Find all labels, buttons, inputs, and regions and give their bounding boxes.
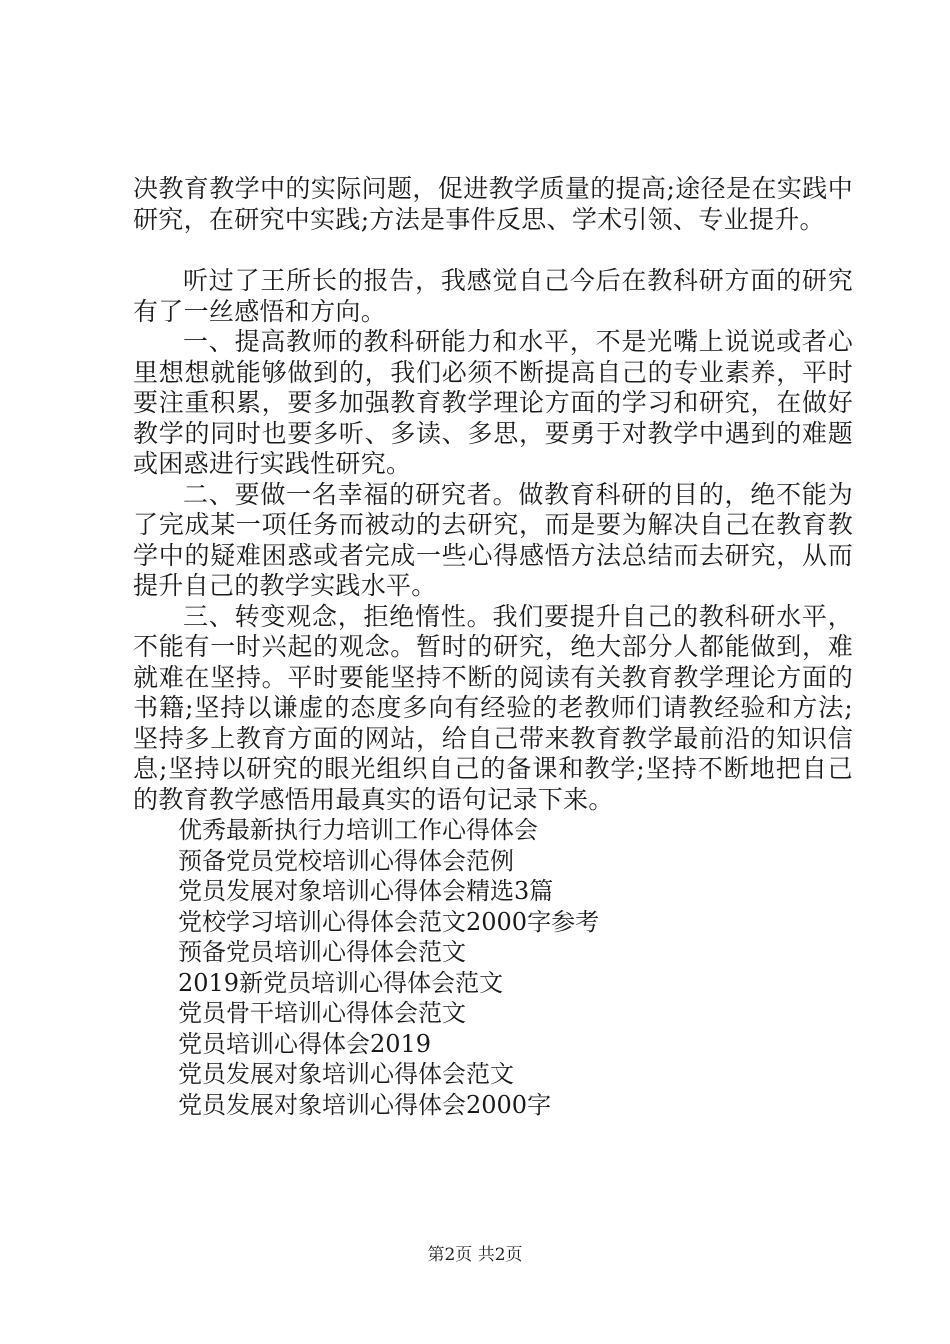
related-article-link[interactable]: 党员骨干培训心得体会范文: [178, 999, 466, 1027]
related-article-link[interactable]: 预备党员培训心得体会范文: [178, 938, 466, 966]
paragraph-point-three: 三、转变观念，拒绝惰性。我们要提升自己的教科研水平，不能有一时兴起的观念。暂时的研究，绝大部分人都能做到，难就难在坚持。平时要能坚持不断的阅读有关教育教学理论方面的书籍;坚持以谦虚的态度多向有经验的老教师们请教经验和方法;坚持多上教育方面的网站，给自己带来教育教学最前沿的知识信息;坚持以研究的眼光组织自己的备课和教学;坚持不断地把自己的教育教学感悟用最真实的语句记录下来。: [133, 601, 853, 814]
related-article-link[interactable]: 党员发展对象培训心得体会2000字: [178, 1090, 552, 1119]
related-article-link[interactable]: 党员发展对象培训心得体会精选3篇: [178, 877, 554, 905]
paragraph-point-one: 一、提高教师的教科研能力和水平，不是光嘴上说说或者心里想想就能够做到的，我们必须不断提高自己的专业素养，平时要注重积累，要多加强教育教学理论方面的学习和研究，在做好教学的同时也要多听、多读、多思，要勇于对教学中遇到的难题或困惑进行实践性研究。: [133, 327, 853, 478]
paragraph-continuation: 决教育教学中的实际问题，促进教学质量的提高;途径是在实践中研究，在研究中实践;方法是事件反思、学术引领、专业提升。: [133, 174, 854, 234]
related-article-link[interactable]: 党员发展对象培训心得体会范文: [178, 1060, 514, 1088]
related-article-link[interactable]: 优秀最新执行力培训工作心得体会: [178, 816, 538, 844]
page-number-footer: 第2页 共2页: [427, 1245, 523, 1265]
paragraph-intro: 听过了王所长的报告，我感觉自己今后在教科研方面的研究有了一丝感悟和方向。: [133, 266, 853, 326]
related-article-link[interactable]: 党校学习培训心得体会范文2000字参考: [178, 907, 600, 936]
paragraph-point-two: 二、要做一名幸福的研究者。做教育科研的目的，绝不能为了完成某一项任务而被动的去研究，而是要为解决自己在教育教学中的疑难困惑或者完成一些心得感悟方法总结而去研究，从而提升自己的教学实践水平。: [133, 479, 853, 600]
related-article-link[interactable]: 2019新党员培训心得体会范文: [178, 968, 504, 997]
document-body: [133, 174, 853, 1120]
related-articles-list: [133, 815, 853, 1120]
related-article-link[interactable]: 党员培训心得体会2019: [178, 1029, 432, 1058]
related-article-link[interactable]: 预备党员党校培训心得体会范例: [178, 846, 514, 875]
